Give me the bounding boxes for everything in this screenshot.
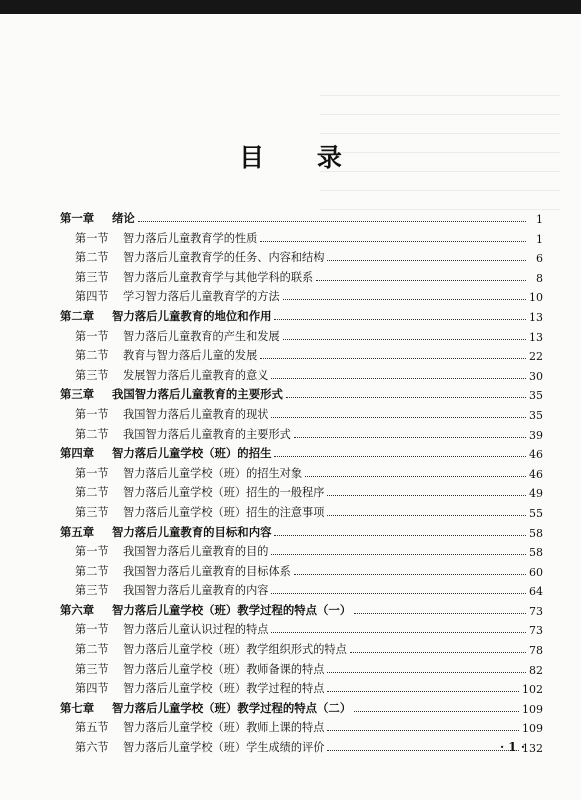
chapter-title: 智力落后儿童学校（班）教学过程的特点（一） [112, 602, 352, 617]
dot-leader [283, 299, 526, 300]
toc-section-entry [60, 717, 543, 735]
section-title: 我国智力落后儿童教育的现状 [123, 407, 269, 421]
section-title: 智力落后儿童教育学的任务、内容和结构 [123, 251, 325, 265]
toc-entry-label [75, 739, 324, 755]
dot-leader [283, 339, 526, 340]
dot-leader [138, 221, 526, 222]
toc-page-number: 1 [536, 213, 543, 226]
section-title: 智力落后儿童教育学的性质 [123, 231, 258, 245]
section-number: 第一节 [75, 231, 109, 245]
toc-section-entry [60, 541, 543, 559]
chapter-title: 智力落后儿童教育的地位和作用 [112, 308, 272, 323]
section-number: 第二节 [75, 486, 109, 500]
toc-section-entry [60, 737, 543, 755]
dot-leader [286, 397, 526, 398]
section-title: 智力落后儿童认识过程的特点 [123, 623, 269, 637]
table-of-contents [60, 208, 543, 757]
dot-leader [271, 554, 526, 555]
section-number: 第二节 [75, 427, 109, 441]
section-title: 教育与智力落后儿童的发展 [123, 349, 258, 363]
section-title: 智力落后儿童学校（班）学生成绩的评价 [123, 741, 325, 755]
toc-entry-label [75, 504, 324, 520]
section-title: 智力落后儿童学校（班）教师备课的特点 [123, 662, 325, 676]
section-number: 第四节 [75, 682, 109, 696]
toc-section-entry [60, 678, 543, 696]
section-number: 第二节 [75, 251, 109, 265]
toc-page-number: 109 [522, 702, 543, 716]
section-title: 我国智力落后儿童教育的目的 [123, 545, 269, 559]
section-number: 第一节 [75, 329, 109, 343]
toc-section-entry [60, 482, 543, 500]
section-number: 第三节 [75, 505, 109, 519]
toc-page-number: 58 [529, 526, 543, 540]
toc-entry-label [75, 563, 291, 579]
section-title: 智力落后儿童学校（班）招生的一般程序 [123, 486, 325, 500]
toc-page-number: 60 [529, 565, 543, 579]
toc-page-number: 64 [529, 585, 543, 599]
toc-entry-label [60, 524, 271, 540]
section-title: 我国智力落后儿童教育的目标体系 [123, 564, 291, 578]
section-title: 学习智力落后儿童教育学的方法 [123, 290, 280, 304]
toc-entry-label [75, 661, 324, 677]
toc-page-number: 102 [522, 683, 543, 697]
section-title: 智力落后儿童学校（班）教学过程的特点 [123, 682, 325, 696]
toc-page-number: 46 [529, 448, 543, 462]
toc-chapter-entry [60, 384, 543, 402]
toc-entry-label [75, 641, 347, 657]
chapter-number: 第六章 [60, 602, 95, 617]
toc-page-number: 58 [529, 546, 543, 560]
toc-chapter-entry [60, 306, 543, 324]
section-number: 第一节 [75, 466, 109, 480]
toc-page-number: 78 [529, 644, 543, 658]
section-number: 第二节 [75, 349, 109, 363]
dot-leader [260, 358, 526, 359]
dot-leader [271, 593, 526, 594]
toc-chapter-entry [60, 698, 543, 716]
chapter-title: 智力落后儿童学校（班）的招生 [112, 446, 272, 461]
dot-leader [354, 711, 519, 712]
section-number: 第三节 [75, 270, 109, 284]
section-title: 我国智力落后儿童教育的主要形式 [123, 427, 291, 441]
dot-leader [327, 515, 526, 516]
section-number: 第三节 [75, 662, 109, 676]
section-title: 发展智力落后儿童教育的意义 [123, 368, 269, 382]
toc-entry-label [75, 269, 313, 285]
toc-section-entry [60, 365, 543, 383]
dot-leader [327, 672, 526, 673]
dot-leader [327, 730, 519, 731]
toc-page-number: 30 [529, 369, 543, 383]
section-number: 第二节 [75, 643, 109, 657]
toc-entry-label [60, 700, 351, 716]
section-number: 第六节 [75, 741, 109, 755]
chapter-number: 第一章 [60, 211, 95, 225]
section-number: 第三节 [75, 584, 109, 598]
dot-leader [354, 613, 526, 614]
toc-page-number: 8 [536, 271, 543, 285]
toc-section-entry [60, 639, 543, 657]
section-title: 智力落后儿童学校（班）教学组织形式的特点 [123, 643, 347, 657]
dot-leader [271, 378, 526, 379]
toc-page-number: 73 [529, 604, 543, 618]
chapter-number: 第七章 [60, 700, 95, 715]
chapter-number: 第五章 [60, 524, 95, 539]
toc-section-entry [60, 228, 543, 246]
section-number: 第二节 [75, 564, 109, 578]
chapter-number: 第三章 [60, 387, 95, 402]
chapter-title: 智力落后儿童学校（班）教学过程的特点（二） [112, 700, 352, 715]
toc-entry-label [75, 719, 324, 735]
toc-entry-label [60, 386, 283, 402]
dot-leader [327, 260, 526, 261]
toc-section-entry [60, 580, 543, 598]
section-title: 智力落后儿童教育的产生和发展 [123, 329, 280, 343]
dot-leader [316, 280, 526, 281]
dot-leader [327, 495, 526, 496]
toc-section-entry [60, 247, 543, 265]
chapter-number: 第四章 [60, 446, 95, 461]
section-number: 第四节 [75, 290, 109, 304]
toc-section-entry [60, 561, 543, 579]
toc-section-entry [60, 345, 543, 363]
section-number: 第一节 [75, 623, 109, 637]
toc-page-number: 46 [529, 467, 543, 481]
toc-entry-label [75, 621, 268, 637]
toc-section-entry [60, 424, 543, 442]
page-title: 目 录 [239, 143, 364, 172]
toc-page-number: 22 [529, 350, 543, 364]
toc-page-number: 39 [529, 428, 543, 442]
toc-section-entry [60, 326, 543, 344]
dot-leader [327, 750, 519, 751]
dot-leader [294, 437, 526, 438]
toc-chapter-entry [60, 443, 543, 461]
section-title: 智力落后儿童学校（班）招生的注意事项 [123, 505, 325, 519]
dot-leader [260, 241, 526, 242]
toc-chapter-entry [60, 522, 543, 540]
section-number: 第三节 [75, 368, 109, 382]
chapter-title: 绪论 [112, 211, 135, 225]
toc-page-number: 55 [529, 506, 543, 520]
toc-page-number: 13 [529, 310, 543, 324]
toc-entry-label [75, 465, 302, 481]
dot-leader [274, 535, 526, 536]
section-title: 智力落后儿童学校（班）教师上课的特点 [123, 721, 325, 735]
toc-section-entry [60, 286, 543, 304]
toc-section-entry [60, 659, 543, 677]
toc-page-number: 10 [529, 291, 543, 305]
scan-top-border [0, 0, 581, 14]
toc-page-number: 1 [536, 232, 543, 246]
toc-entry-label [75, 484, 324, 500]
toc-entry-label [60, 602, 351, 618]
dot-leader [305, 476, 526, 477]
toc-entry-label [75, 230, 257, 246]
page-number: · 1 · [499, 740, 525, 754]
toc-page-number: 49 [529, 487, 543, 501]
dot-leader [294, 574, 526, 575]
toc-page-number: 132 [522, 742, 543, 756]
toc-page-number: 6 [536, 252, 543, 266]
toc-entry-label [75, 582, 268, 598]
toc-section-entry [60, 619, 543, 637]
toc-entry-label [75, 249, 324, 265]
dot-leader [274, 319, 526, 320]
toc-entry-label [60, 210, 135, 226]
section-title: 我国智力落后儿童教育的内容 [123, 584, 269, 598]
toc-entry-label [75, 543, 268, 559]
section-number: 第五节 [75, 721, 109, 735]
toc-section-entry [60, 502, 543, 520]
toc-page-number: 35 [529, 389, 543, 403]
section-title: 智力落后儿童学校（班）的招生对象 [123, 466, 303, 480]
toc-page-number: 13 [529, 330, 543, 344]
toc-entry-label [75, 426, 291, 442]
toc-entry-label [75, 288, 280, 304]
toc-page-number: 109 [522, 722, 543, 736]
chapter-title: 智力落后儿童教育的目标和内容 [112, 524, 272, 539]
dot-leader [274, 456, 526, 457]
toc-entry-label [75, 328, 280, 344]
toc-chapter-entry [60, 208, 543, 226]
toc-page-number: 82 [529, 663, 543, 677]
section-title: 智力落后儿童教育学与其他学科的联系 [123, 270, 314, 284]
section-number: 第一节 [75, 545, 109, 559]
toc-entry-label [75, 367, 268, 383]
toc-section-entry [60, 267, 543, 285]
dot-leader [350, 652, 526, 653]
toc-chapter-entry [60, 600, 543, 618]
chapter-number: 第二章 [60, 308, 95, 323]
toc-section-entry [60, 463, 543, 481]
chapter-title: 我国智力落后儿童教育的主要形式 [112, 387, 283, 402]
toc-entry-label [75, 406, 268, 422]
dot-leader [327, 691, 519, 692]
section-number: 第一节 [75, 407, 109, 421]
toc-entry-label [60, 445, 271, 461]
toc-entry-label [75, 347, 257, 363]
toc-entry-label [75, 680, 324, 696]
toc-entry-label [60, 308, 271, 324]
dot-leader [271, 417, 526, 418]
dot-leader [271, 632, 526, 633]
toc-page-number: 73 [529, 624, 543, 638]
toc-page-number: 35 [529, 408, 543, 422]
toc-section-entry [60, 404, 543, 422]
